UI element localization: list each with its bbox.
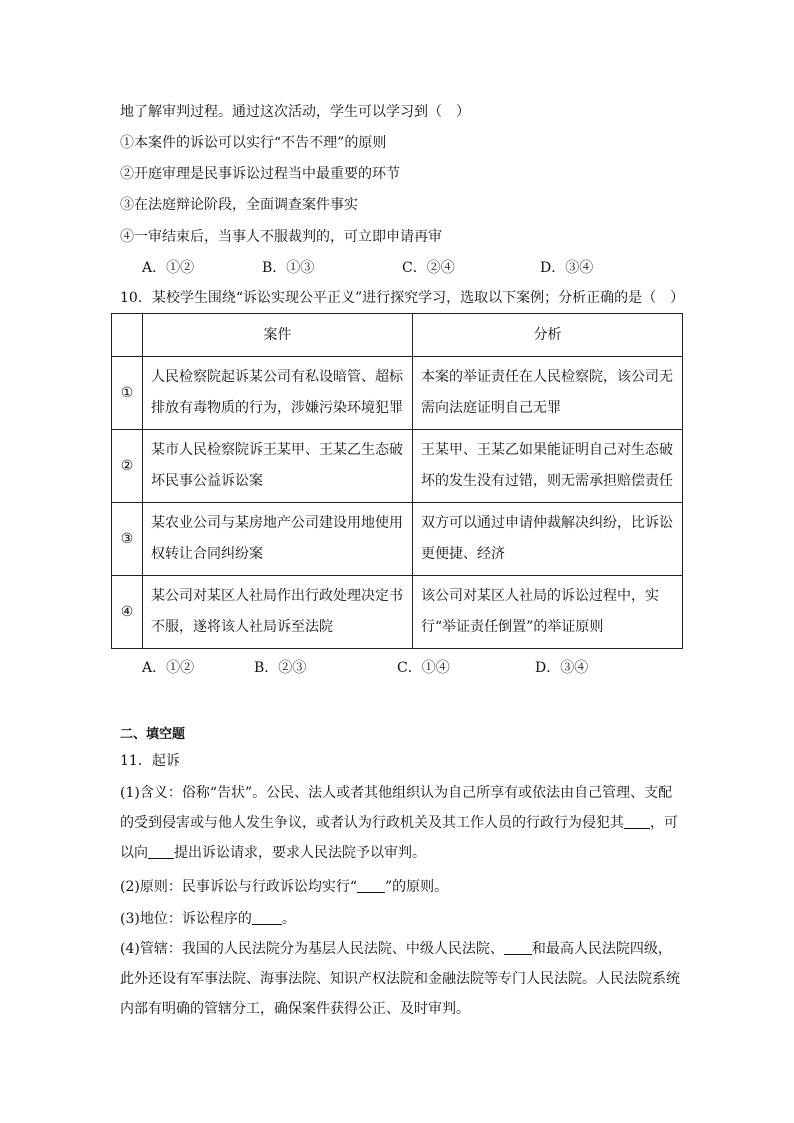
table-header-case: 案件 — [143, 314, 413, 357]
q10-option-c[interactable]: C．①④ — [397, 660, 450, 676]
table-header-analysis: 分析 — [413, 314, 683, 357]
table-row — [112, 576, 683, 649]
part2-text-b: ”的原则。 — [385, 879, 449, 895]
q10-stem: 10．某校学生围绕“诉讼实现公平正义”进行探究学习，选取以下案例；分析正确的是（ ） — [120, 290, 685, 306]
q9-statement-4: ④一审结束后，当事人不服裁判的，可立即申请再审 — [120, 229, 442, 245]
section-title: 二、填空题 — [120, 727, 186, 742]
q10-option-b[interactable]: B．②③ — [254, 660, 307, 676]
analysis-cell: 本案的举证责任在人民检察院，该公司无需向法庭证明自己无罪 — [413, 357, 683, 430]
q9-statement-1: ①本案件的诉讼可以实行“不告不理”的原则 — [120, 135, 387, 151]
q9-option-b[interactable]: B．①③ — [262, 260, 315, 276]
case-cell: 某公司对某区人社局作出行政处理决定书不服，遂将该人社局诉至法院 — [143, 576, 413, 649]
fill-blank-5[interactable] — [504, 938, 532, 955]
q9-statement-3: ③在法庭辩论阶段，全面调查案件事实 — [120, 197, 358, 213]
q10-case-table — [111, 313, 683, 649]
q9-stem-tail: 地了解审判过程。通过这次活动，学生可以学习到（ ） — [120, 104, 470, 120]
q9-option-c[interactable]: C．②④ — [402, 260, 455, 276]
case-cell: 某农业公司与某房地产公司建设用地使用权转让合同纠纷案 — [143, 503, 413, 576]
part3-text-b: 。 — [281, 911, 296, 927]
analysis-cell: 双方可以通过申请仲裁解决纠纷，比诉讼更便捷、经济 — [413, 503, 683, 576]
q9-options — [142, 258, 593, 278]
part4-text-a: (4)管辖：我国的人民法院分为基层人民法院、中级人民法院、 — [120, 941, 504, 957]
q11-part4 — [120, 934, 682, 1024]
table-row — [112, 357, 683, 430]
row-number: ④ — [112, 576, 143, 649]
row-number: ③ — [112, 503, 143, 576]
table-row — [112, 430, 683, 503]
fill-blank-4[interactable] — [252, 908, 282, 925]
q10-options — [142, 658, 588, 678]
part1-text-a: (1)含义：俗称“告状”。公民、法人或者其他组织认为自己所享有或依法由自己管理、支配的受到侵害或与他人发生争议，或者认为行政机关及其工作人员的行政行为侵犯其 — [120, 785, 673, 831]
part3-text-a: (3)地位：诉讼程序的 — [120, 911, 252, 927]
q11-part2 — [120, 872, 682, 902]
table-row — [112, 503, 683, 576]
fill-blank-3[interactable] — [357, 876, 385, 893]
q11-part3 — [120, 904, 682, 934]
table-header-row — [112, 314, 683, 357]
fill-blank-1[interactable] — [624, 812, 650, 829]
part4-text-b: 和最高人民法院四级，此外还设有军事法院、海事法院、知识产权法院和金融法院等专门人民法院。人民法院系统内部有明确的管辖分工，确保案件获得公正、及时审判。 — [120, 941, 680, 1017]
q11-title: 11．起诉 — [120, 753, 180, 769]
q9-option-a[interactable]: A．①② — [142, 260, 195, 276]
analysis-cell: 该公司对某区人社局的诉讼过程中，实行“举证责任倒置”的举证原则 — [413, 576, 683, 649]
row-number: ① — [112, 357, 143, 430]
part1-text-c: 提出诉讼请求，要求人民法院予以审判。 — [174, 845, 426, 861]
part2-text-a: (2)原则：民事诉讼与行政诉讼均实行“ — [120, 879, 357, 895]
fill-blank-2[interactable] — [148, 842, 174, 859]
q9-statement-2: ②开庭审理是民事诉讼过程当中最重要的环节 — [120, 166, 400, 182]
table-header-num — [112, 314, 143, 357]
q9-option-d[interactable]: D．③④ — [540, 260, 594, 276]
row-number: ② — [112, 430, 143, 503]
q10-option-a[interactable]: A．①② — [142, 660, 195, 676]
case-cell: 人民检察院起诉某公司有私设暗管、超标排放有毒物质的行为，涉嫌污染环境犯罪 — [143, 357, 413, 430]
q11-part1 — [120, 778, 682, 868]
q10-option-d[interactable]: D．③④ — [535, 660, 589, 676]
analysis-cell: 王某甲、王某乙如果能证明自己对生态破坏的发生没有过错，则无需承担赔偿责任 — [413, 430, 683, 503]
part1-text-b: ，可以向 — [120, 815, 678, 861]
case-cell: 某市人民检察院诉王某甲、王某乙生态破坏民事公益诉讼案 — [143, 430, 413, 503]
